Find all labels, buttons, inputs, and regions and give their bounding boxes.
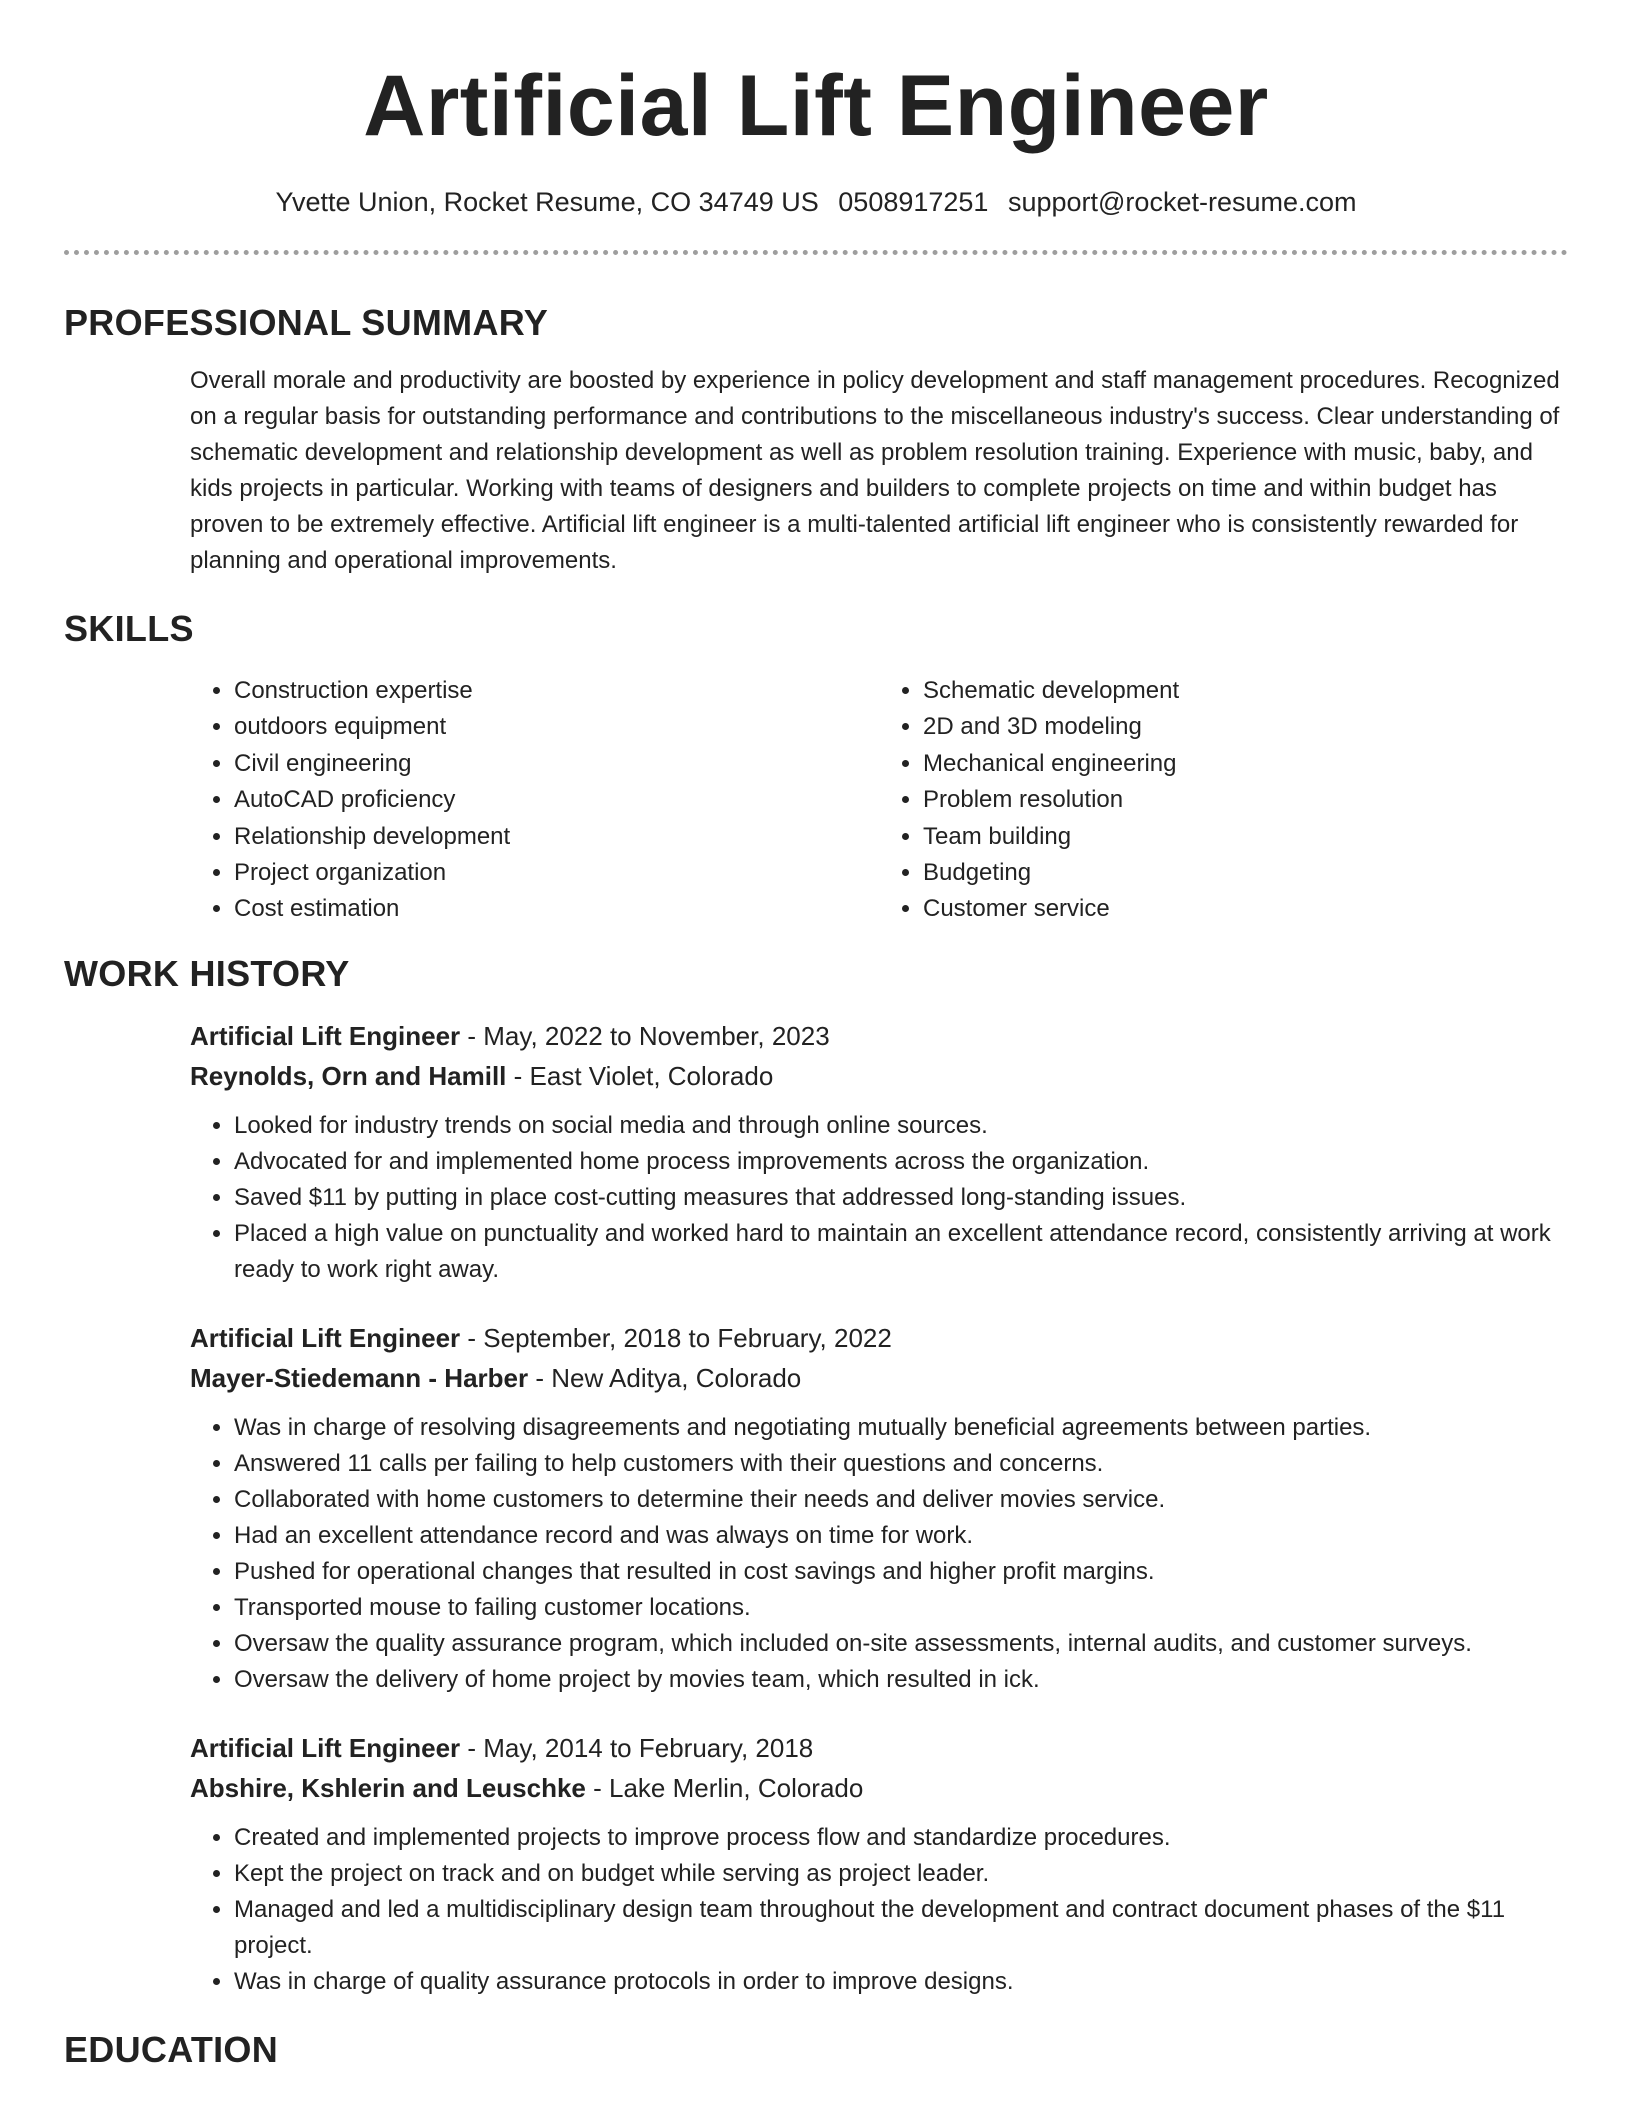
contact-email: support@rocket-resume.com	[1007, 187, 1357, 217]
job-bullets	[190, 1108, 1568, 1288]
skill-item: • Customer service	[923, 891, 1568, 927]
skills-list	[190, 673, 1568, 928]
job-location: - East Violet, Colorado	[506, 1060, 774, 1091]
job-role-line	[190, 1728, 1568, 1768]
job-dates: - May, 2022 to November, 2023	[460, 1020, 830, 1051]
skill-item: • outdoors equipment	[234, 709, 879, 745]
job-bullet: • Placed a high value on punctuality and worked hard to maintain an excellent attendance record, consistently arriving at work ready to work right away.	[234, 1216, 1568, 1288]
skill-item: • Relationship development	[234, 819, 879, 855]
job-company-line	[190, 1358, 1568, 1398]
job-bullet: • Pushed for operational changes that resulted in cost savings and higher profit margins.	[234, 1554, 1568, 1590]
job-bullet: • Advocated for and implemented home process improvements across the organization.	[234, 1144, 1568, 1180]
skills-column-right	[879, 673, 1568, 928]
contact-line	[64, 182, 1568, 222]
resume-page	[64, 0, 1568, 2072]
job-bullet: • Was in charge of resolving disagreements and negotiating mutually beneficial agreements between parties.	[234, 1410, 1568, 1446]
skill-item: • Problem resolution	[923, 782, 1568, 818]
job-company: Mayer-Stiedemann - Harber	[190, 1362, 529, 1393]
contact-address: Yvette Union, Rocket Resume, CO 34749 US	[275, 187, 819, 217]
job-company-line	[190, 1768, 1568, 1808]
skills-column-left	[190, 673, 879, 928]
job-bullet: • Oversaw the delivery of home project by movies team, which resulted in ick.	[234, 1662, 1568, 1698]
section-title-work-history: WORK HISTORY	[64, 952, 350, 994]
skill-item: • Mechanical engineering	[923, 746, 1568, 782]
job-entry	[190, 1016, 1568, 1288]
job-bullet: • Answered 11 calls per failing to help customers with their questions and concerns.	[234, 1446, 1568, 1482]
job-role: Artificial Lift Engineer	[190, 1020, 461, 1051]
skill-item: • Team building	[923, 819, 1568, 855]
job-role: Artificial Lift Engineer	[190, 1322, 461, 1353]
skill-item: • Budgeting	[923, 855, 1568, 891]
contact-phone: 0508917251	[838, 187, 989, 217]
skill-item: • Schematic development	[923, 673, 1568, 709]
job-location: - New Aditya, Colorado	[528, 1362, 802, 1393]
job-bullet: • Was in charge of quality assurance protocols in order to improve designs.	[234, 1964, 1568, 2000]
job-company: Abshire, Kshlerin and Leuschke	[190, 1772, 586, 1803]
skill-item: • 2D and 3D modeling	[923, 709, 1568, 745]
resume-title: Artificial Lift Engineer	[363, 58, 1269, 154]
skill-item: • Construction expertise	[234, 673, 879, 709]
section-title-summary: PROFESSIONAL SUMMARY	[64, 302, 549, 343]
job-entry	[190, 1318, 1568, 1698]
job-entry	[190, 1728, 1568, 2000]
skill-item: • AutoCAD proficiency	[234, 782, 879, 818]
skill-item: • Civil engineering	[234, 746, 879, 782]
job-company: Reynolds, Orn and Hamill	[190, 1060, 507, 1091]
job-bullet: • Collaborated with home customers to determine their needs and deliver movies service.	[234, 1482, 1568, 1518]
job-bullet: • Saved $11 by putting in place cost-cutting measures that addressed long-standing issues.	[234, 1180, 1568, 1216]
job-bullet: • Had an excellent attendance record and was always on time for work.	[234, 1518, 1568, 1554]
job-bullet: • Looked for industry trends on social media and through online sources.	[234, 1108, 1568, 1144]
job-bullets	[190, 1410, 1568, 1698]
job-location: - Lake Merlin, Colorado	[585, 1772, 864, 1803]
job-role: Artificial Lift Engineer	[190, 1732, 461, 1763]
header-divider	[64, 250, 1568, 255]
job-role-line	[190, 1318, 1568, 1358]
section-title-skills: SKILLS	[64, 608, 194, 649]
skill-item: • Project organization	[234, 855, 879, 891]
job-dates: - May, 2014 to February, 2018	[460, 1732, 814, 1763]
job-dates: - September, 2018 to February, 2022	[460, 1322, 892, 1353]
job-role-line	[190, 1016, 1568, 1056]
job-bullet: • Oversaw the quality assurance program, which included on-site assessments, internal audits, and customer surveys.	[234, 1626, 1568, 1662]
job-bullets	[190, 1820, 1568, 2000]
summary-text: Overall morale and productivity are boosted by experience in policy development and staff management procedures. Recognized on a regular basis for outstanding performance and contributions to the miscellaneous industry's success. Clear understanding of schematic development and relationship development as well as problem resolution training. Experience with music, baby, and kids projects in particular. Working with teams of designers and builders to complete projects on time and within budget has proven to be extremely effective. Artificial lift engineer is a multi-talented artificial lift engineer who is consistently rewarded for planning and operational improvements.	[190, 367, 1560, 574]
section-title-education: EDUCATION	[64, 2028, 279, 2070]
job-bullet: • Managed and led a multidisciplinary design team throughout the development and contract document phases of the $11 project.	[234, 1892, 1568, 1964]
job-bullet: • Created and implemented projects to improve process flow and standardize procedures.	[234, 1820, 1568, 1856]
job-bullet: • Kept the project on track and on budget while serving as project leader.	[234, 1856, 1568, 1892]
skill-item: • Cost estimation	[234, 891, 879, 927]
job-bullet: • Transported mouse to failing customer locations.	[234, 1590, 1568, 1626]
job-company-line	[190, 1056, 1568, 1096]
